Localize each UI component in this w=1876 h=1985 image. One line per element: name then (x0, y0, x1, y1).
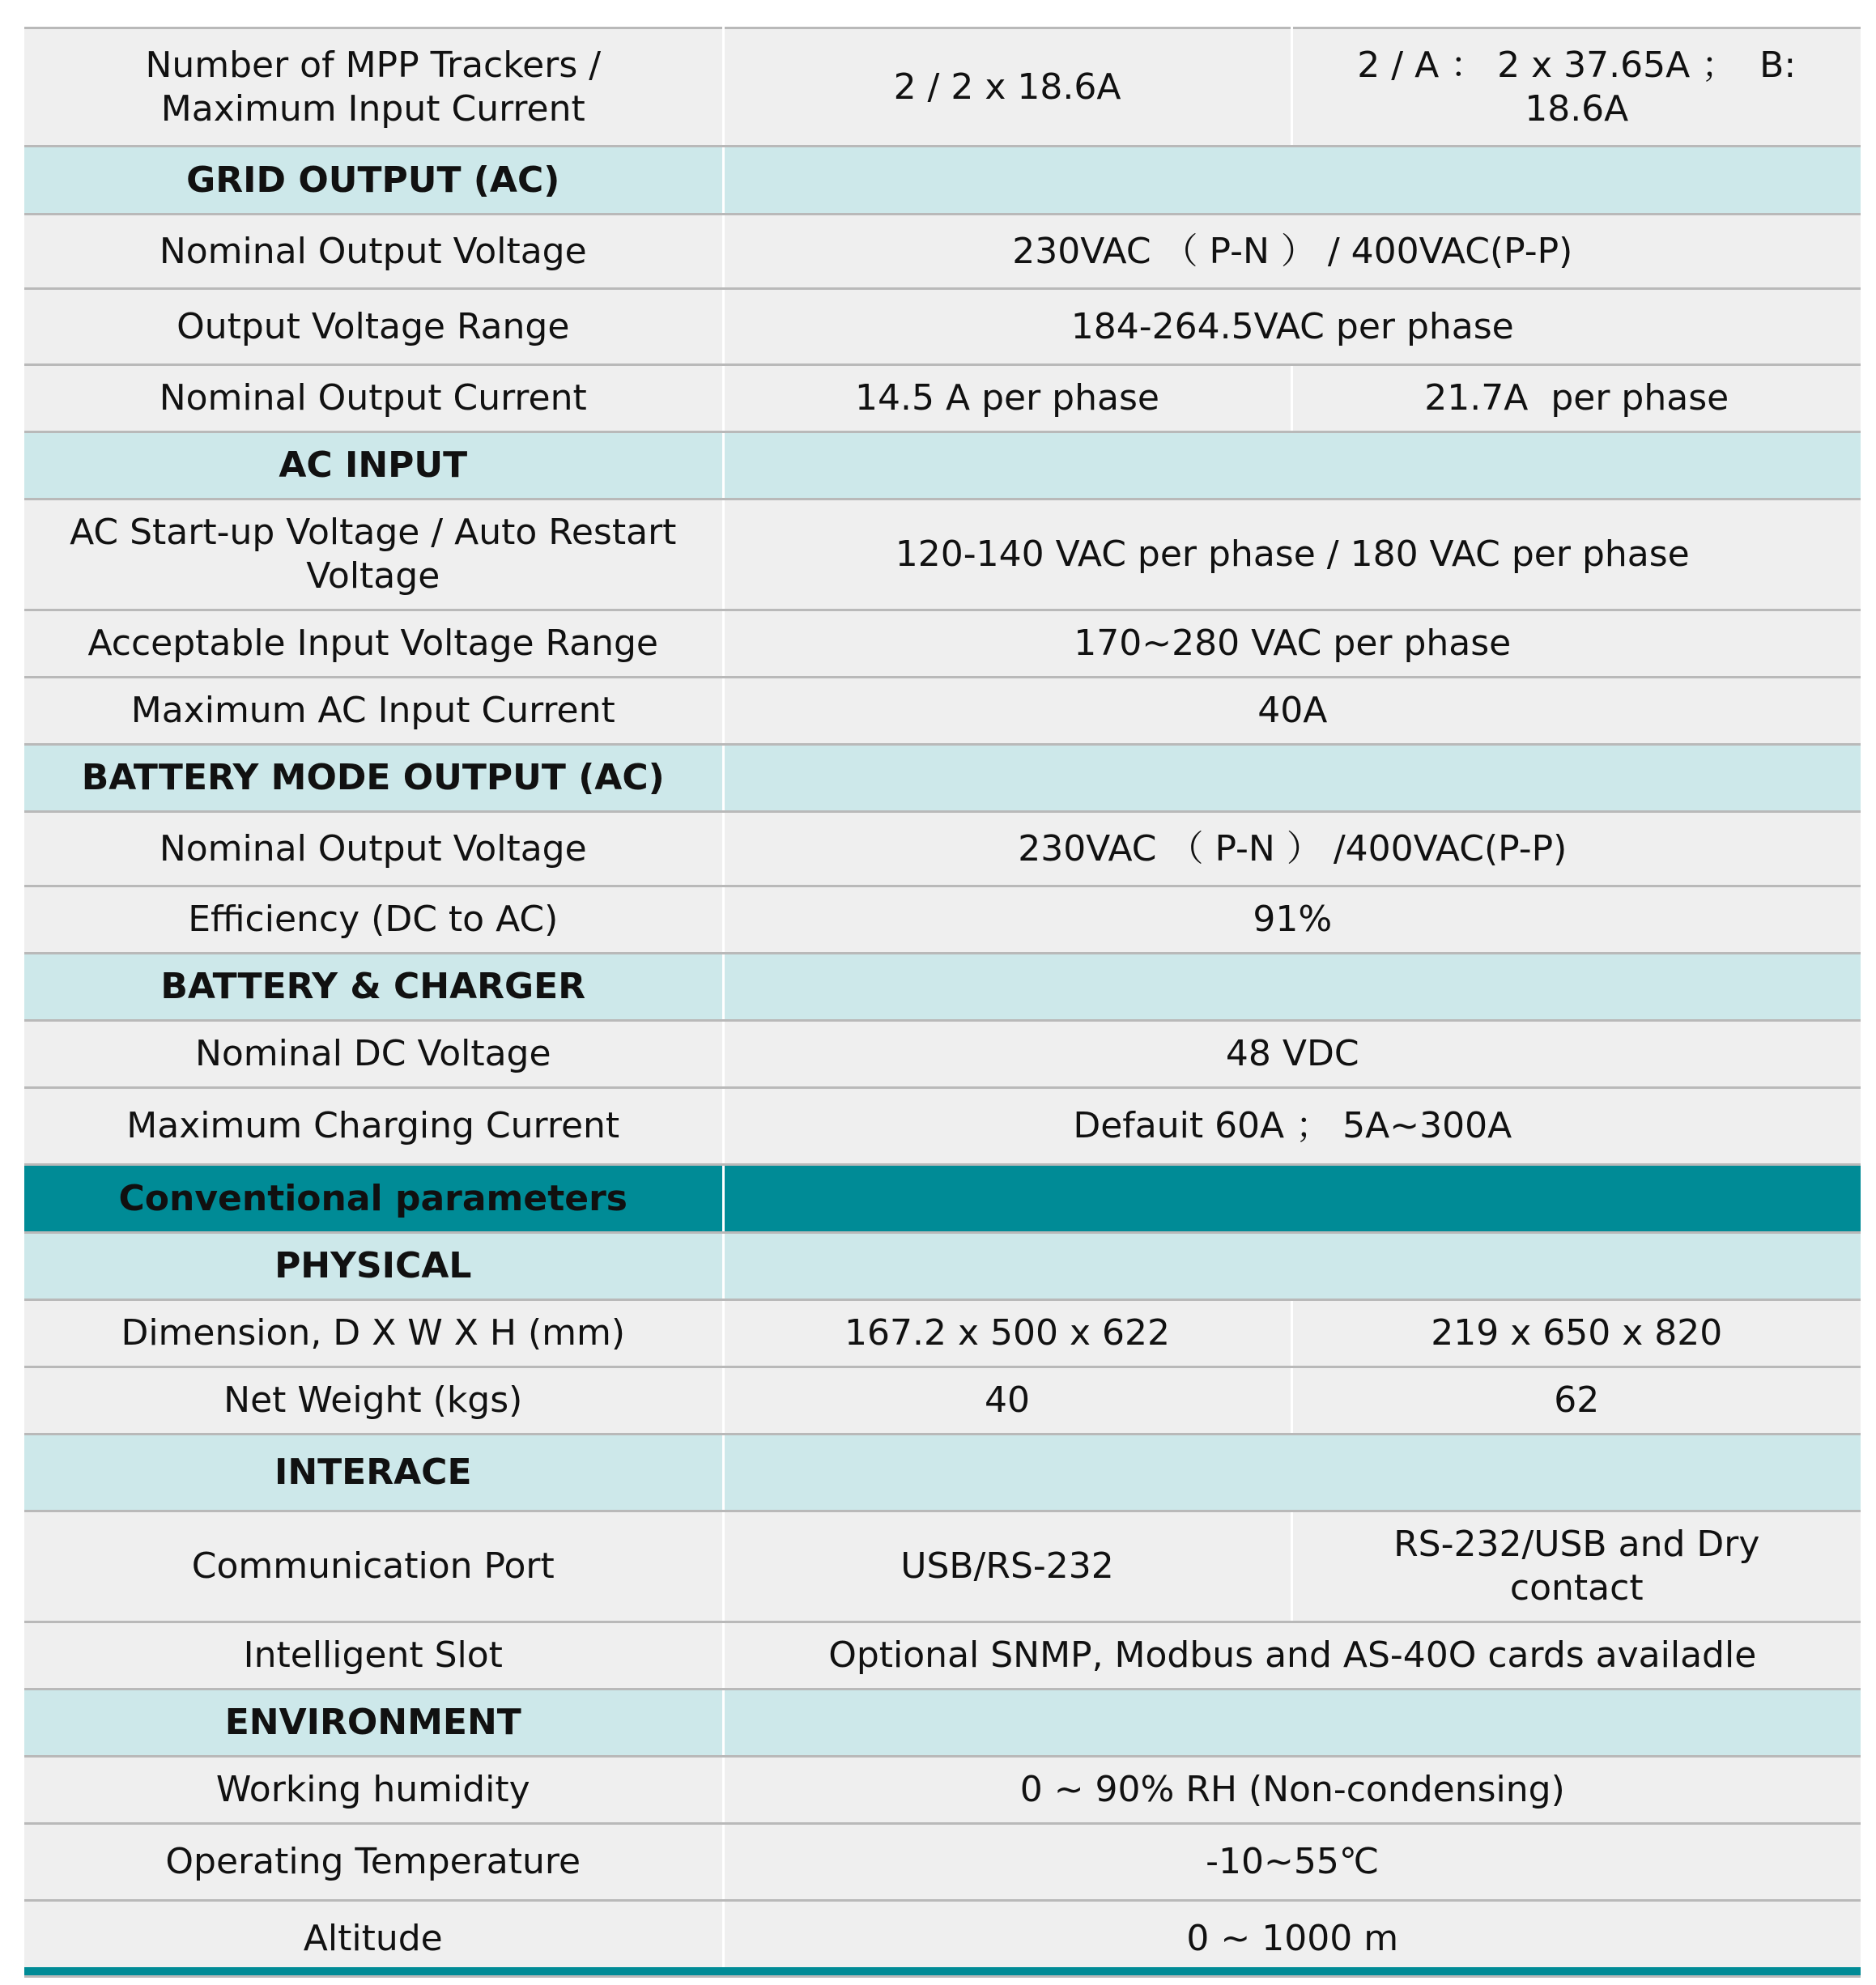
table-row (24, 289, 1861, 365)
row-label: Dimension, D X W X H (mm) (24, 1300, 723, 1367)
section-header: BATTERY MODE OUTPUT (AC) (24, 745, 723, 812)
section-header-row (24, 954, 1861, 1021)
row-label: Nominal Output Voltage (24, 215, 723, 289)
row-label: Communication Port (24, 1511, 723, 1622)
table-row (24, 1757, 1861, 1824)
table-row (24, 812, 1861, 886)
row-label: Maximum AC Input Current (24, 678, 723, 745)
section-header-row (24, 432, 1861, 499)
row-label: AC Start-up Voltage / Auto Restart Voltage (24, 499, 723, 610)
row-value: 0 ~ 1000 m (723, 1901, 1861, 1977)
section-header-blank (723, 745, 1861, 812)
table-row (24, 1088, 1861, 1165)
section-header-row (24, 147, 1861, 215)
row-label: Number of MPP Trackers / Maximum Input Current (24, 28, 723, 147)
major-header: Conventional parameters (24, 1165, 723, 1233)
section-header-blank (723, 1690, 1861, 1757)
section-header: PHYSICAL (24, 1233, 723, 1300)
row-label: Output Voltage Range (24, 289, 723, 365)
row-label: Nominal Output Current (24, 365, 723, 432)
row-label: Net Weight (kgs) (24, 1367, 723, 1435)
row-label: Altitude (24, 1901, 723, 1977)
row-value: -10~55℃ (723, 1824, 1861, 1901)
row-value-model-1: USB/RS-232 (723, 1511, 1291, 1622)
row-label: Working humidity (24, 1757, 723, 1824)
table-row (24, 215, 1861, 289)
section-header: GRID OUTPUT (AC) (24, 147, 723, 215)
table-row (24, 1622, 1861, 1690)
major-header-blank (723, 1165, 1861, 1233)
table-row (24, 365, 1861, 432)
row-label: Acceptable Input Voltage Range (24, 610, 723, 678)
section-header-blank (723, 147, 1861, 215)
section-header-row (24, 745, 1861, 812)
table-row (24, 28, 1861, 147)
row-value-model-2: RS-232/USB and Dry contact (1291, 1511, 1861, 1622)
section-header-blank (723, 954, 1861, 1021)
table-row (24, 678, 1861, 745)
major-header-row (24, 1165, 1861, 1233)
row-value: 120-140 VAC per phase / 180 VAC per phase (723, 499, 1861, 610)
row-value-model-2: 21.7A per phase (1291, 365, 1861, 432)
row-value-model-1: 14.5 A per phase (723, 365, 1291, 432)
row-label: Operating Temperature (24, 1824, 723, 1901)
row-value: Defauit 60A ； 5A~300A (723, 1088, 1861, 1165)
row-label: Efficiency (DC to AC) (24, 886, 723, 954)
table-row (24, 886, 1861, 954)
row-value: Optional SNMP, Modbus and AS-40O cards availadle (723, 1622, 1861, 1690)
row-value: 230VAC （ P-N ） / 400VAC(P-P) (723, 215, 1861, 289)
table-row (24, 610, 1861, 678)
section-header-row (24, 1233, 1861, 1300)
table-row (24, 499, 1861, 610)
row-value-model-1: 2 / 2 x 18.6A (723, 28, 1291, 147)
row-value-model-1: 40 (723, 1367, 1291, 1435)
row-value: 230VAC （ P-N ） /400VAC(P-P) (723, 812, 1861, 886)
row-value: 184-264.5VAC per phase (723, 289, 1861, 365)
row-label: Intelligent Slot (24, 1622, 723, 1690)
section-header-row (24, 1435, 1861, 1511)
row-value-model-2: 2 / A ： 2 x 37.65A ； B: 18.6A (1291, 28, 1861, 147)
bottom-accent-rule (24, 1967, 1861, 1975)
table-row (24, 1824, 1861, 1901)
table-row (24, 1300, 1861, 1367)
section-header: INTERACE (24, 1435, 723, 1511)
section-header-blank (723, 432, 1861, 499)
row-value: 0 ~ 90% RH (Non-condensing) (723, 1757, 1861, 1824)
row-value-model-1: 167.2 x 500 x 622 (723, 1300, 1291, 1367)
row-label: Nominal Output Voltage (24, 812, 723, 886)
row-value: 170~280 VAC per phase (723, 610, 1861, 678)
section-header-blank (723, 1233, 1861, 1300)
row-value-model-2: 219 x 650 x 820 (1291, 1300, 1861, 1367)
section-header-row (24, 1690, 1861, 1757)
section-header: BATTERY & CHARGER (24, 954, 723, 1021)
row-value: 91% (723, 886, 1861, 954)
table-row (24, 1511, 1861, 1622)
row-value: 48 VDC (723, 1021, 1861, 1088)
row-label: Nominal DC Voltage (24, 1021, 723, 1088)
section-header-blank (723, 1435, 1861, 1511)
row-value-model-2: 62 (1291, 1367, 1861, 1435)
section-header: ENVIRONMENT (24, 1690, 723, 1757)
spec-table (24, 27, 1861, 1978)
row-label: Maximum Charging Current (24, 1088, 723, 1165)
table-row (24, 1367, 1861, 1435)
table-row (24, 1901, 1861, 1977)
table-row (24, 1021, 1861, 1088)
section-header: AC INPUT (24, 432, 723, 499)
row-value: 40A (723, 678, 1861, 745)
